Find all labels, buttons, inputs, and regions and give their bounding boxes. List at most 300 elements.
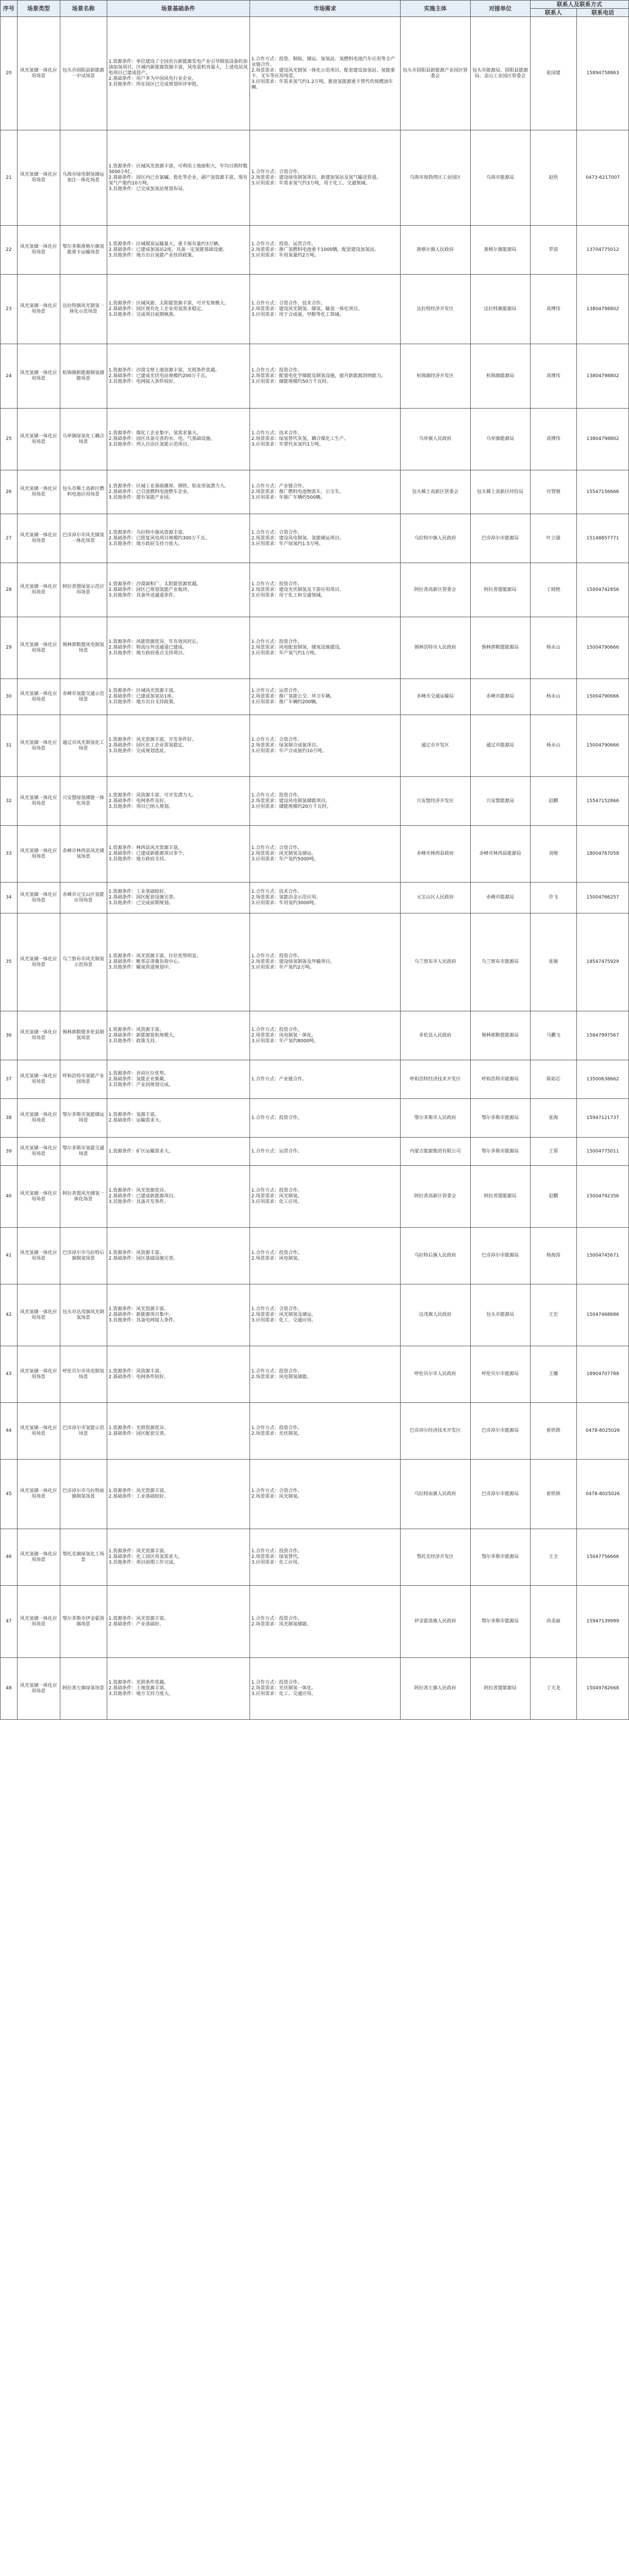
row-entity: 赤峰市交通运输局 [400, 679, 470, 715]
row-type: 风光氢储一体化应用场景 [17, 130, 60, 226]
row-demand: 1.合作方式：投资合作。 [250, 1099, 400, 1138]
row-phone: 15049782668 [577, 1658, 629, 1720]
row-type: 风光氢储一体化应用场景 [17, 1166, 60, 1228]
table-row [1, 617, 629, 679]
row-type: 风光氢储一体化应用场景 [17, 1099, 60, 1138]
row-basis: 1.资源条件：沙漠面积广，太阳能资源优越。 2.基础条件：园区已规划氢能产业板块。 3.其他条件：具备外送通道条件。 [107, 563, 250, 617]
row-person: 张海 [530, 1099, 577, 1138]
table-row [1, 913, 629, 1011]
row-entity: 包头稀土高新区管委会 [400, 470, 470, 514]
row-demand: 1.合作方式：投资合作。 2.场景需求：建设光伏制氢及下游应用项目。 3.应用需求：用于化工和交通领域。 [250, 563, 400, 617]
row-name: 阿拉善盟绿氢示范应用场景 [60, 563, 107, 617]
row-name: 呼和浩特市氢能产业园场景 [60, 1060, 107, 1099]
row-demand: 1.合作方式：投资合作。 2.场景需求：风光制氢储能。 [250, 1586, 400, 1658]
row-basis: 1.资源条件：风资源丰富。 2.基础条件：新能源装机规模大。 3.其他条件：政策支持。 [107, 1011, 250, 1060]
table-row [1, 226, 629, 275]
row-dock: 阿拉善盟能源局 [470, 1658, 530, 1720]
row-type: 风光氢储一体化应用场景 [17, 1346, 60, 1403]
row-demand: 1.合作方式：产业链合作。 [250, 1060, 400, 1099]
row-demand: 1.合作方式：合资合作。 2.场景需求：建设风电制氢、氢能储运项目。 3.应用需求：年产绿氢约1.5万吨。 [250, 514, 400, 563]
row-basis: 1.资源条件：区域风光资源丰富。 2.基础条件：已建成加氢站1座。 3.其他条件：地方出台支持政策。 [107, 679, 250, 715]
row-phone: 15148857771 [577, 514, 629, 563]
row-demand: 1.合作方式：合资合作。 2.场景需求：风光制氢。 [250, 1460, 400, 1529]
row-basis: 1.资源条件：风资源丰富。 2.基础条件：园区基础设施完善。 [107, 1228, 250, 1284]
row-demand: 1.合作方式：产业链合作。 2.场景需求：推广燃料电池物流车、公交车。 3.应用需求：年推广车辆约500辆。 [250, 470, 400, 514]
row-index: 39 [1, 1138, 18, 1166]
row-name: 锡林郭勒盟风电制氢场景 [60, 617, 107, 679]
row-type: 风光氢储一体化应用场景 [17, 1403, 60, 1460]
row-phone: 15004790666 [577, 715, 629, 777]
row-person: 王宏 [530, 1284, 577, 1346]
table-header [1, 1, 629, 17]
row-entity: 元宝山区人民政府 [400, 883, 470, 913]
row-person: 杨永山 [530, 679, 577, 715]
row-demand: 1.合作方式：技术合作。 2.场景需求：氢能冶金示范应用。 3.应用需求：年用氢约3000吨。 [250, 883, 400, 913]
row-index: 23 [1, 275, 18, 344]
row-phone: 0478-8025026 [577, 1403, 629, 1460]
row-name: 鄂尔多斯市氢能储运场景 [60, 1099, 107, 1138]
row-person: 张国建 [530, 17, 577, 130]
row-dock: 赤峰市林西县能源局 [470, 826, 530, 883]
row-name: 巴彦淖尔市乌拉特后旗制氢场景 [60, 1228, 107, 1284]
row-index: 44 [1, 1403, 18, 1460]
row-entity: 乌兰察布市人民政府 [400, 913, 470, 1011]
row-index: 32 [1, 777, 18, 826]
row-name: 鄂尔多斯准格尔旗氢能重卡运输场景 [60, 226, 107, 275]
row-basis: 1.资源条件：风能资源优异，年有效风时长。 2.基础条件：特高压外送通道已建成。 3.其他条件：地方政府重点支持项目。 [107, 617, 250, 679]
row-person: 马鹏飞 [530, 1011, 577, 1060]
row-phone: 15947121737 [577, 1099, 629, 1138]
row-basis: 1.资源条件：风光资源丰富。 2.基础条件：新能源项目集中。 3.其他条件：具备电网接入条件。 [107, 1284, 250, 1346]
row-demand: 1.合作方式：合资合作、技术合作。 2.场景需求：建设风光制氢、储氢、输氢一体化项目。 3.应用需求：用于合成氨、甲醇等化工领域。 [250, 275, 400, 344]
row-person: 丁天龙 [530, 1658, 577, 1720]
row-basis: 1.资源条件：风光资源优异。 2.基础条件：已建成新能源项目。 3.其他条件：具备开发条件。 [107, 1166, 250, 1228]
row-dock: 巴彦淖尔市能源局 [470, 514, 530, 563]
row-phone: 13704775012 [577, 226, 629, 275]
row-type: 风光氢储一体化应用场景 [17, 913, 60, 1011]
row-basis: 1.资源条件：乌拉特中旗风资源丰富。 2.基础条件：已批复风电项目规模约300万千瓦。 3.其他条件：地方政府支持力度大。 [107, 514, 250, 563]
table-row [1, 1346, 629, 1403]
row-entity: 兴安盟经济开发区 [400, 777, 470, 826]
row-index: 28 [1, 563, 18, 617]
row-dock: 巴彦淖尔市能源局 [470, 1228, 530, 1284]
header-dock: 对接单位 [470, 1, 530, 17]
header-name: 场景名称 [60, 1, 107, 17]
row-person: 崔铁锁 [530, 1403, 577, 1460]
row-person: 张敏 [530, 913, 577, 1011]
row-type: 风光氢储一体化应用场景 [17, 679, 60, 715]
row-entity: 乌海市海勃湾区工业园区 [400, 130, 470, 226]
row-person: 刘俊 [530, 826, 577, 883]
table-row [1, 17, 629, 130]
row-entity: 伊金霍洛旗人民政府 [400, 1586, 470, 1658]
row-demand: 1.合作方式：投资合作。 2.场景需求：配置电化学储能及制氢设施，提升新能源消纳能力。 3.应用需求：储能规模约50万千瓦时。 [250, 344, 400, 409]
row-basis: 1.资源条件：林西县风光资源丰富。 2.基础条件：已建成新能源项目多个。 3.其他条件：地方政府支持。 [107, 826, 250, 883]
table-row [1, 409, 629, 470]
row-basis: 1.资源条件：光照资源优异。 2.基础条件：园区配套完善。 [107, 1403, 250, 1460]
row-dock: 呼伦贝尔市能源局 [470, 1346, 530, 1403]
table-row [1, 1228, 629, 1284]
row-entity: 杭锦旗经济开发区 [400, 344, 470, 409]
row-type: 风光氢储一体化应用场景 [17, 1529, 60, 1586]
row-name: 杭锦旗新能源制氢储能场景 [60, 344, 107, 409]
row-person: 王霄 [530, 1138, 577, 1166]
row-name: 鄂尔多斯市氢能交通场景 [60, 1138, 107, 1166]
row-index: 26 [1, 470, 18, 514]
row-basis: 1.资源条件：风光资源丰富。 2.基础条件：化工园区用氢需求大。 3.其他条件：项目前期工作完成。 [107, 1529, 250, 1586]
row-entity: 呼伦贝尔市人民政府 [400, 1346, 470, 1403]
table-row [1, 1586, 629, 1658]
row-index: 36 [1, 1011, 18, 1060]
row-basis: 1.资源条件：风资源丰富，可开发潜力大。 2.基础条件：电网条件良好。 3.其他条件：项目已纳入规划。 [107, 777, 250, 826]
row-person: 赵鹏 [530, 1166, 577, 1228]
row-name: 鄂尔多斯市伊金霍洛旗场景 [60, 1586, 107, 1658]
row-person: 高博伟 [530, 344, 577, 409]
row-demand: 1.合作方式：投资合作。 2.场景需求：建设风电制氢储能项目。 3.应用需求：储能规模约20万千瓦时。 [250, 777, 400, 826]
row-basis: 1.资源条件：单位建设了全国首台新能源发电产业引导制氢设备的加油加氢项目，区域内新能源资源丰富，风电装机容量大，上述电站风电项目已建成投产。 2.基础条件：用户多为中国风电行业企业。 3.其他条件：所在园区已完成规划环评审批。 [107, 17, 250, 130]
row-name: 鄂托克旗绿氢化工场景 [60, 1529, 107, 1586]
row-name: 包头市固阳县新能源一中试场景 [60, 17, 107, 130]
row-index: 48 [1, 1658, 18, 1720]
row-type: 风光氢储一体化应用场景 [17, 617, 60, 679]
row-name: 包头市达茂旗风光制氢场景 [60, 1284, 107, 1346]
row-demand: 1.合作方式：投资合作。 2.场景需求：光伏制氢。 [250, 1403, 400, 1460]
row-person: 尚美丽 [530, 1586, 577, 1658]
row-entity: 内蒙古能源集团有限公司 [400, 1138, 470, 1166]
row-name: 锡林郭勒盟多伦县制氢场景 [60, 1011, 107, 1060]
row-basis: 1.资源条件：煤化工企业集中，氢需求量大。 2.基础条件：园区具备完善的水、电、气基础设施。 3.其他条件：列入自治区氢能示范项目。 [107, 409, 250, 470]
row-index: 34 [1, 883, 18, 913]
row-phone: 15547152866 [577, 777, 629, 826]
row-type: 风光氢储一体化应用场景 [17, 275, 60, 344]
row-name: 乌兰察布市风光制氢示范场景 [60, 913, 107, 1011]
row-dock: 乌海市能源局 [470, 130, 530, 226]
row-demand: 1.合作方式：投资合作。 2.场景需求：建设绿氢制备及外输项目。 3.应用需求：年产氢约2万吨。 [250, 913, 400, 1011]
row-basis: 1.资源条件：矿区运输需求大。 [107, 1138, 250, 1166]
row-dock: 阿拉善盟能源局 [470, 563, 530, 617]
table-row [1, 563, 629, 617]
row-index: 30 [1, 679, 18, 715]
row-name: 巴彦淖尔市风光储氢一体化场景 [60, 514, 107, 563]
row-demand: 1.合作方式：投资、制取、储运、加氢站、氢燃料电池汽车应用等全产业链合作。 2.场景需求：建设风光制氢一体化示范项目，配套建设加氢站、氢能重卡、叉车等应用场景。 3.应用需求：年需求氢气约1.2万吨，推进氢能源重卡替代传统燃油车辆。 [250, 17, 400, 130]
table-row [1, 1658, 629, 1720]
row-index: 41 [1, 1228, 18, 1284]
row-basis: 1.资源条件：风光资源丰富。 2.基础条件：工业基础较好。 [107, 1460, 250, 1529]
row-type: 风光氢储一体化应用场景 [17, 826, 60, 883]
row-entity: 乌拉特中旗人民政府 [400, 514, 470, 563]
row-person: 陈如芯 [530, 1060, 577, 1099]
row-type: 风光氢储一体化应用场景 [17, 715, 60, 777]
header-basis: 场景基础条件 [107, 1, 250, 17]
row-basis: 1.资源条件：氢源丰富。 2.基础条件：运输需求大。 [107, 1099, 250, 1138]
row-phone: 13804798802 [577, 275, 629, 344]
row-type: 风光氢储一体化应用场景 [17, 1011, 60, 1060]
row-entity: 阿拉善左旗人民政府 [400, 1658, 470, 1720]
row-index: 27 [1, 514, 18, 563]
row-index: 37 [1, 1060, 18, 1099]
row-type: 风光氢储一体化应用场景 [17, 514, 60, 563]
row-type: 风光氢储一体化应用场景 [17, 883, 60, 913]
row-phone: 15047468686 [577, 1284, 629, 1346]
table-row [1, 1166, 629, 1228]
row-person: 高博伟 [530, 409, 577, 470]
row-person: 许飞 [530, 883, 577, 913]
header-contact-group: 联系人及联系方式 [530, 1, 628, 9]
row-index: 29 [1, 617, 18, 679]
row-basis: 1.资源条件：首府区位优势。 2.基础条件：氢能企业集聚。 3.其他条件：产业园规划完成。 [107, 1060, 250, 1099]
row-name: 乌审旗绿氢化工耦合场景 [60, 409, 107, 470]
row-dock: 杭锦旗能源局 [470, 344, 530, 409]
table-row [1, 514, 629, 563]
row-dock: 包头稀土高新区经信局 [470, 470, 530, 514]
row-index: 40 [1, 1166, 18, 1228]
row-dock: 包头市能源局、固阳县能源局、金山工业园区管委会 [470, 17, 530, 130]
row-entity: 达茂旗人民政府 [400, 1284, 470, 1346]
row-dock: 乌审旗能源局 [470, 409, 530, 470]
row-dock: 包头市能源局 [470, 1284, 530, 1346]
header-entity: 实施主体 [400, 1, 470, 17]
row-type: 风光氢储一体化应用场景 [17, 777, 60, 826]
row-index: 22 [1, 226, 18, 275]
row-phone: 13804798802 [577, 344, 629, 409]
row-index: 20 [1, 17, 18, 130]
row-phone: 15847997567 [577, 1011, 629, 1060]
row-basis: 1.资源条件：区域煤炭运输量大，重卡保有量约3万辆。 2.基础条件：已建成加氢站2座，具备一定氢能基础设施。 3.其他条件：地方出台氢能产业扶持政策。 [107, 226, 250, 275]
row-phone: 15004775011 [577, 1138, 629, 1166]
row-demand: 1.合作方式：合资合作。 2.场景需求：风光制氢及储运。 3.应用需求：年产氢约5000吨。 [250, 826, 400, 883]
table-row [1, 679, 629, 715]
row-dock: 巴彦淖尔市能源局 [470, 1460, 530, 1529]
row-index: 31 [1, 715, 18, 777]
row-phone: 18004767058 [577, 826, 629, 883]
row-name: 通辽市风光制氢化工场景 [60, 715, 107, 777]
table-row [1, 1460, 629, 1529]
row-entity: 赤峰市林西县政府 [400, 826, 470, 883]
row-dock: 阿拉善盟能源局 [470, 1166, 530, 1228]
table-row [1, 883, 629, 913]
row-demand: 1.合作方式：运营合作。 [250, 1138, 400, 1166]
row-demand: 1.合作方式：投资、运营合作。 2.场景需求：推广氢燃料电池重卡1000辆，配套建设加氢站。 3.应用需求：年用氢量约2万吨。 [250, 226, 400, 275]
row-name: 阿拉善左旗绿氢场景 [60, 1658, 107, 1720]
row-type: 风光氢储一体化应用场景 [17, 1060, 60, 1099]
row-demand: 1.合作方式：投资合作。 2.场景需求：风光制氢。 3.应用需求：化工应用。 [250, 1166, 400, 1228]
row-person: 付智刚 [530, 470, 577, 514]
row-name: 巴彦淖尔市氢能示范场景 [60, 1403, 107, 1460]
row-basis: 1.资源条件：风光资源丰富，区位优势明显。 2.基础条件：毗邻京津冀负荷中心。 3.其他条件：输氢管道规划中。 [107, 913, 250, 1011]
row-name: 达拉特旗风光制氢一体化示范场景 [60, 275, 107, 344]
table-row [1, 826, 629, 883]
row-basis: 1.资源条件：光照条件优越。 2.基础条件：土地资源丰富。 3.其他条件：地方支持力度大。 [107, 1658, 250, 1720]
row-type: 风光氢储一体化应用场景 [17, 1658, 60, 1720]
row-dock: 准格尔旗能源局 [470, 226, 530, 275]
row-phone: 18547475929 [577, 913, 629, 1011]
row-type: 风光氢储一体化应用场景 [17, 470, 60, 514]
table-row [1, 777, 629, 826]
row-type: 风光氢储一体化应用场景 [17, 1586, 60, 1658]
row-person: 杨海涛 [530, 1228, 577, 1284]
row-name: 赤峰市氢能交通示范场景 [60, 679, 107, 715]
table-body [1, 17, 629, 1720]
row-name: 乌海市绿电制氢储运加注一体化场景 [60, 130, 107, 226]
row-index: 38 [1, 1099, 18, 1138]
table-row [1, 1403, 629, 1460]
table-row [1, 344, 629, 409]
row-dock: 赤峰市能源局 [470, 883, 530, 913]
row-entity: 鄂尔多斯市人民政府 [400, 1099, 470, 1138]
row-index: 25 [1, 409, 18, 470]
table-row [1, 275, 629, 344]
row-entity: 准格尔旗人民政府 [400, 226, 470, 275]
row-entity: 阿拉善高新区管委会 [400, 1166, 470, 1228]
row-entity: 多伦县人民政府 [400, 1011, 470, 1060]
row-name: 赤峰市元宝山区氢能应用场景 [60, 883, 107, 913]
row-type: 风光氢储一体化应用场景 [17, 1228, 60, 1284]
row-dock: 巴彦淖尔市能源局 [470, 1403, 530, 1460]
row-phone: 15004766257 [577, 883, 629, 913]
row-name: 巴彦淖尔市乌拉特前旗制氢场景 [60, 1460, 107, 1529]
row-dock: 鄂尔多斯市能源局 [470, 1586, 530, 1658]
row-type: 风光氢储一体化应用场景 [17, 1460, 60, 1529]
row-index: 46 [1, 1529, 18, 1586]
row-type: 风光氢储一体化应用场景 [17, 344, 60, 409]
row-demand: 1.合作方式：投资合作。 2.场景需求：风电制氢储能。 [250, 1346, 400, 1403]
row-index: 21 [1, 130, 18, 226]
header-index: 序号 [1, 1, 18, 17]
row-person: 崔铁锁 [530, 1460, 577, 1529]
row-dock: 通辽市能源局 [470, 715, 530, 777]
row-dock: 达拉特旗能源局 [470, 275, 530, 344]
table-row [1, 470, 629, 514]
row-person: 赵鹏 [530, 777, 577, 826]
row-phone: 15047756666 [577, 1529, 629, 1586]
row-basis: 1.资源条件：风光资源丰富。 2.基础条件：产业基础好。 [107, 1586, 250, 1658]
row-person: 赵欣 [530, 130, 577, 226]
row-entity: 鄂托克经济开发区 [400, 1529, 470, 1586]
row-name: 包头市稀土高新区燃料电池应用场景 [60, 470, 107, 514]
row-phone: 0473-6217007 [577, 130, 629, 226]
row-person: 杨永山 [530, 715, 577, 777]
table-row [1, 1011, 629, 1060]
row-dock: 赤峰市能源局 [470, 679, 530, 715]
row-entity: 乌拉特前旗人民政府 [400, 1460, 470, 1529]
row-entity: 通辽市开发区 [400, 715, 470, 777]
row-entity: 阿拉善高新区管委会 [400, 563, 470, 617]
row-phone: 15547156666 [577, 470, 629, 514]
row-basis: 1.资源条件：区域风光资源丰富，可利用土地面积大，年均日照时数3000小时。 2.基础条件：园区内已有氯碱、焦化等企业，副产氢资源丰富，现有氢气产能约10万吨。 3.其他条件：已完成加氢站规划布局。 [107, 130, 250, 226]
row-basis: 1.资源条件：沙漠戈壁土地资源丰富，光照条件优越。 2.基础条件：已建成光伏电站规模约200万千瓦。 3.其他条件：电网接入条件较好。 [107, 344, 250, 409]
row-demand: 1.合作方式：合资合作。 2.场景需求：风光制氢及储运。 3.应用需求：化工、交通应用。 [250, 1284, 400, 1346]
row-index: 24 [1, 344, 18, 409]
row-demand: 1.合作方式：投资合作。 2.场景需求：风电制氢。 [250, 1228, 400, 1284]
row-phone: 0478-8025026 [577, 1460, 629, 1529]
row-phone: 15894758863 [577, 17, 629, 130]
header-phone: 联系电话 [577, 9, 629, 17]
row-dock: 呼和浩特市能源局 [470, 1060, 530, 1099]
row-entity: 锡林浩特市人民政府 [400, 617, 470, 679]
row-entity: 乌审旗人民政府 [400, 409, 470, 470]
table-row [1, 715, 629, 777]
row-person: 叶立强 [530, 514, 577, 563]
row-demand: 1.合作方式：合资合作。 2.场景需求：绿氢制合成氨项目。 3.应用需求：年产合成氨约10万吨。 [250, 715, 400, 777]
row-phone: 13804798802 [577, 409, 629, 470]
row-index: 33 [1, 826, 18, 883]
row-type: 风光氢储一体化应用场景 [17, 226, 60, 275]
row-entity: 包头市固阳县新能源产业园区管委会 [400, 17, 470, 130]
row-entity: 呼和浩特经济技术开发区 [400, 1060, 470, 1099]
row-dock: 鄂尔多斯市能源局 [470, 1529, 530, 1586]
row-entity: 乌拉特后旗人民政府 [400, 1228, 470, 1284]
row-name: 兴安盟绿氢储能一体化场景 [60, 777, 107, 826]
row-demand: 1.合作方式：投资合作。 2.场景需求：光伏制氢一体化。 3.应用需求：化工、交通应用。 [250, 1658, 400, 1720]
row-dock: 兴安盟能源局 [470, 777, 530, 826]
row-person: 高博伟 [530, 275, 577, 344]
row-index: 43 [1, 1346, 18, 1403]
row-demand: 1.合作方式：技术合作。 2.场景需求：绿氢替代灰氢，耦合煤化工生产。 3.应用需求：年替代灰氢约1万吨。 [250, 409, 400, 470]
row-basis: 1.资源条件：区域工业基础雄厚，钢铁、铝业用氢潜力大。 2.基础条件：已引进燃料电池整车企业。 3.其他条件：建有氢能产业园。 [107, 470, 250, 514]
row-person: 杨永山 [530, 617, 577, 679]
table-row [1, 1529, 629, 1586]
row-type: 风光氢储一体化应用场景 [17, 1284, 60, 1346]
row-basis: 1.资源条件：风资源丰富。 2.基础条件：电网条件较好。 [107, 1346, 250, 1403]
row-phone: 15004790666 [577, 617, 629, 679]
header-type: 场景类型 [17, 1, 60, 17]
row-demand: 1.合作方式：运营合作。 2.场景需求：推广氢能公交、环卫车辆。 3.应用需求：推广车辆约200辆。 [250, 679, 400, 715]
row-phone: 15004742856 [577, 563, 629, 617]
table-row [1, 1138, 629, 1166]
row-basis: 1.资源条件：区域风能、太阳能资源丰富，可开发规模大。 2.基础条件：园区现有化工企业用氢需求稳定。 3.其他条件：完成项目前期核准。 [107, 275, 250, 344]
row-demand: 1.合作方式：投资合作。 2.场景需求：风电配套制氢、储氢设施建设。 3.应用需求：年产氢气约1万吨。 [250, 617, 400, 679]
row-basis: 1.资源条件：工业基础较好。 2.基础条件：园区配套设施完善。 3.其他条件：已完成前期规划。 [107, 883, 250, 913]
row-dock: 锡林郭勒盟能源局 [470, 1011, 530, 1060]
table-row [1, 130, 629, 226]
row-person: 丁晓艳 [530, 563, 577, 617]
header-person: 联系人 [530, 9, 577, 17]
row-type: 风光氢储一体化应用场景 [17, 1138, 60, 1166]
row-demand: 1.合作方式：投资合作。 2.场景需求：风电制氢一体化。 3.应用需求：年产氢约8000吨。 [250, 1011, 400, 1060]
row-person: 王娜 [530, 1346, 577, 1403]
row-dock: 锡林郭勒盟能源局 [470, 617, 530, 679]
row-type: 风光氢储一体化应用场景 [17, 17, 60, 130]
header-demand: 市场需求 [250, 1, 400, 17]
row-index: 45 [1, 1460, 18, 1529]
row-name: 赤峰市林西县风光储氢场景 [60, 826, 107, 883]
row-index: 42 [1, 1284, 18, 1346]
row-person: 罗波 [530, 226, 577, 275]
row-type: 风光氢储一体化应用场景 [17, 563, 60, 617]
row-dock: 鄂尔多斯市能源局 [470, 1099, 530, 1138]
row-entity: 巴彦淖尔经济技术开发区 [400, 1403, 470, 1460]
row-demand: 1.合作方式：合资合作。 2.场景需求：建设绿电制氢项目，新建加氢站及氢气输送管道。 3.应用需求：年需求氢气约3万吨，用于化工、交通领域。 [250, 130, 400, 226]
row-dock: 乌兰察布市能源局 [470, 913, 530, 1011]
row-entity: 达拉特经济开发区 [400, 275, 470, 344]
row-phone: 18904707788 [577, 1346, 629, 1403]
row-phone: 15004790666 [577, 679, 629, 715]
row-phone: 13500638662 [577, 1060, 629, 1099]
row-dock: 鄂尔多斯市能源局 [470, 1138, 530, 1166]
row-phone: 15947139999 [577, 1586, 629, 1658]
table-row [1, 1060, 629, 1099]
table-row [1, 1099, 629, 1138]
row-index: 35 [1, 913, 18, 1011]
row-name: 阿拉善盟风光储氢一体化场景 [60, 1166, 107, 1228]
row-index: 47 [1, 1586, 18, 1658]
row-demand: 1.合作方式：投资合作。 2.场景需求：绿氢替代。 3.应用需求：化工应用。 [250, 1529, 400, 1586]
table-row [1, 1284, 629, 1346]
row-basis: 1.资源条件：风光资源丰富，开发条件好。 2.基础条件：园区化工企业需氢稳定。 3.其他条件：完成规划选址。 [107, 715, 250, 777]
row-name: 呼伦贝尔市风电制氢场景 [60, 1346, 107, 1403]
row-phone: 15004792356 [577, 1166, 629, 1228]
row-type: 风光氢储一体化应用场景 [17, 409, 60, 470]
